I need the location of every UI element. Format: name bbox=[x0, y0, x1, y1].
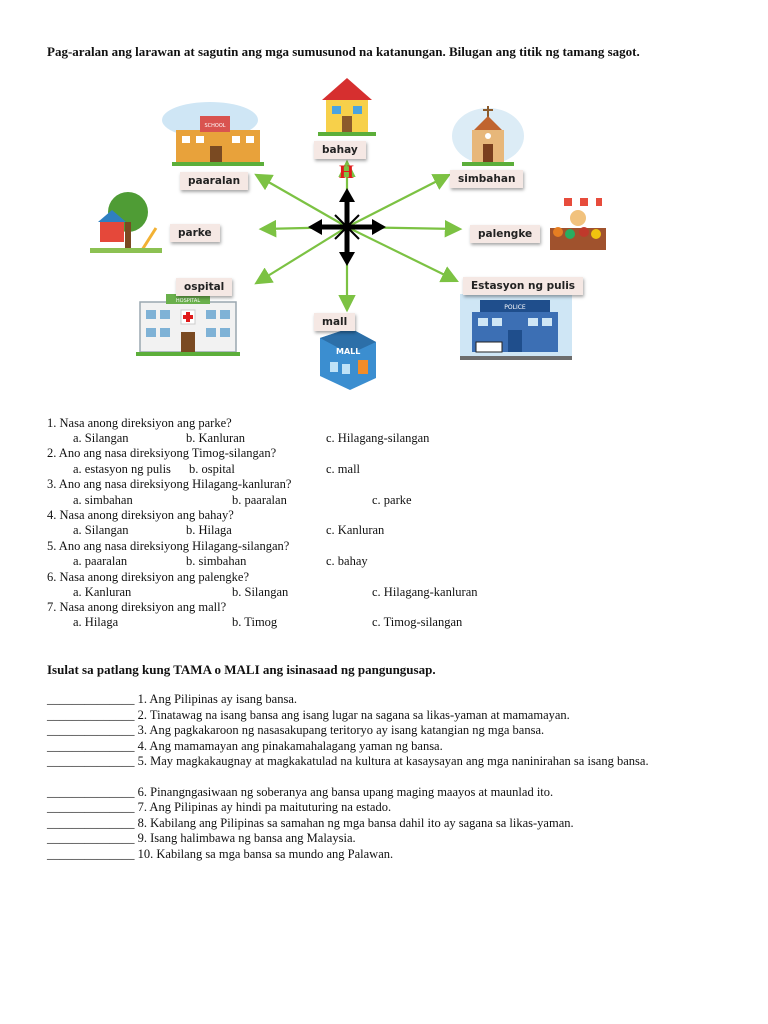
statement-text: 9. Isang halimbawa ng bansa ang Malaysia. bbox=[137, 831, 356, 845]
direction-diagram bbox=[80, 72, 620, 398]
answer-blank-7[interactable]: ______________ bbox=[47, 800, 135, 814]
statement-text: 4. Ang mamamayan ang pinakamahalagang yaman ng bansa. bbox=[137, 739, 443, 753]
statement-text: 8. Kabilang ang Pilipinas sa samahan ng mga bansa dahil ito ay sagana sa likas-yaman. bbox=[137, 816, 574, 830]
hospital-sign: HOSPITAL bbox=[175, 298, 201, 304]
statement-text: 5. May magkakaugnay at magkakatulad na kultura at kasaysayan ang mga naninirahan sa isang bansa. bbox=[137, 754, 649, 768]
statement-9 bbox=[47, 831, 356, 846]
police-sign: POLICE bbox=[504, 304, 526, 311]
school-sign: SCHOOL bbox=[204, 123, 226, 129]
option-2a[interactable]: a. estasyon ng pulis bbox=[73, 462, 171, 476]
label-mall: mall bbox=[314, 313, 355, 331]
statement-1 bbox=[47, 692, 297, 707]
option-1b[interactable]: b. Kanluran bbox=[186, 431, 246, 445]
statement-text: 1. Ang Pilipinas ay isang bansa. bbox=[137, 692, 297, 706]
option-4a[interactable]: a. Silangan bbox=[73, 523, 129, 537]
market-icon bbox=[550, 198, 606, 250]
statement-8 bbox=[47, 816, 574, 831]
school-icon bbox=[162, 102, 264, 166]
option-4b[interactable]: b. Hilaga bbox=[186, 523, 232, 537]
label-ospital: ospital bbox=[176, 278, 232, 296]
answer-blank-9[interactable]: ______________ bbox=[47, 831, 135, 845]
option-6a[interactable]: a. Kanluran bbox=[73, 585, 132, 599]
label-parke: parke bbox=[170, 224, 220, 242]
statement-text: 3. Ang pagkakaroon ng nasasakupang teritoryo ay isang katangian ng mga bansa. bbox=[137, 723, 545, 737]
label-simbahan: simbahan bbox=[450, 170, 523, 188]
label-estasyon-ng-pulis: Estasyon ng pulis bbox=[463, 277, 583, 295]
statement-text: 2. Tinatawag na isang bansa ang isang lugar na sagana sa likas-yaman at mamamayan. bbox=[137, 708, 570, 722]
label-paaralan: paaralan bbox=[180, 172, 248, 190]
option-6c[interactable]: c. Hilagang-kanluran bbox=[372, 585, 478, 599]
option-4c[interactable]: c. Kanluran bbox=[326, 523, 385, 537]
statement-2 bbox=[47, 708, 570, 723]
direction-arrows bbox=[258, 164, 458, 308]
north-label: H bbox=[339, 162, 354, 183]
answer-blank-8[interactable]: ______________ bbox=[47, 816, 135, 830]
question-1: 1. Nasa anong direksiyon ang parke? bbox=[47, 416, 232, 430]
label-palengke: palengke bbox=[470, 225, 540, 243]
answer-blank-10[interactable]: ______________ bbox=[47, 847, 135, 861]
question-6: 6. Nasa anong direksiyon ang palengke? bbox=[47, 570, 250, 584]
option-2c[interactable]: c. mall bbox=[326, 462, 361, 476]
option-1a[interactable]: a. Silangan bbox=[73, 431, 129, 445]
answer-blank-2[interactable]: ______________ bbox=[47, 708, 135, 722]
question-4: 4. Nasa anong direksiyon ang bahay? bbox=[47, 508, 234, 522]
statement-6 bbox=[47, 785, 553, 800]
statement-5 bbox=[47, 754, 697, 769]
option-5a[interactable]: a. paaralan bbox=[73, 554, 128, 568]
option-5b[interactable]: b. simbahan bbox=[186, 554, 247, 568]
compass-icon bbox=[308, 188, 386, 266]
option-5c[interactable]: c. bahay bbox=[326, 554, 368, 568]
instructions-tama-mali: Isulat sa patlang kung TAMA o MALI ang isinasaad ng pangungusap. bbox=[47, 662, 436, 677]
option-7a[interactable]: a. Hilaga bbox=[73, 615, 119, 629]
option-7b[interactable]: b. Timog bbox=[232, 615, 278, 629]
question-5: 5. Ano ang nasa direksiyong Hilagang-silangan? bbox=[47, 539, 290, 553]
statement-10 bbox=[47, 847, 393, 862]
statement-4 bbox=[47, 739, 443, 754]
statement-7 bbox=[47, 800, 391, 815]
option-3b[interactable]: b. paaralan bbox=[232, 493, 287, 507]
house-icon bbox=[318, 78, 376, 136]
option-3c[interactable]: c. parke bbox=[372, 493, 412, 507]
mall-sign: MALL bbox=[336, 347, 361, 356]
option-7c[interactable]: c. Timog-silangan bbox=[372, 615, 463, 629]
answer-blank-6[interactable]: ______________ bbox=[47, 785, 135, 799]
option-1c[interactable]: c. Hilagang-silangan bbox=[326, 431, 430, 445]
label-bahay: bahay bbox=[314, 141, 366, 159]
option-3a[interactable]: a. simbahan bbox=[73, 493, 133, 507]
question-7: 7. Nasa anong direksiyon ang mall? bbox=[47, 600, 227, 614]
answer-blank-4[interactable]: ______________ bbox=[47, 739, 135, 753]
option-6b[interactable]: b. Silangan bbox=[232, 585, 289, 599]
instructions: Pag-aralan ang larawan at sagutin ang mga sumusunod na katanungan. Bilugan ang titik ng tamang sagot. bbox=[47, 44, 640, 59]
mall-icon bbox=[320, 328, 376, 390]
answer-blank-5[interactable]: ______________ bbox=[47, 754, 135, 768]
church-icon bbox=[452, 106, 524, 166]
statement-3 bbox=[47, 723, 544, 738]
statement-text: 6. Pinangngasiwaan ng soberanya ang bansa upang maging maayos at maunlad ito. bbox=[137, 785, 554, 799]
question-3: 3. Ano ang nasa direksiyong Hilagang-kanluran? bbox=[47, 477, 292, 491]
question-2: 2. Ano ang nasa direksiyong Timog-silangan? bbox=[47, 446, 277, 460]
police-station-icon bbox=[460, 294, 572, 360]
statement-text: 7. Ang Pilipinas ay hindi pa maituturing na estado. bbox=[137, 800, 392, 814]
answer-blank-3[interactable]: ______________ bbox=[47, 723, 135, 737]
park-icon bbox=[90, 192, 162, 253]
hospital-icon bbox=[136, 294, 240, 356]
option-2b[interactable]: b. ospital bbox=[189, 462, 235, 476]
statement-text: 10. Kabilang sa mga bansa sa mundo ang Palawan. bbox=[137, 847, 394, 861]
answer-blank-1[interactable]: ______________ bbox=[47, 692, 135, 706]
